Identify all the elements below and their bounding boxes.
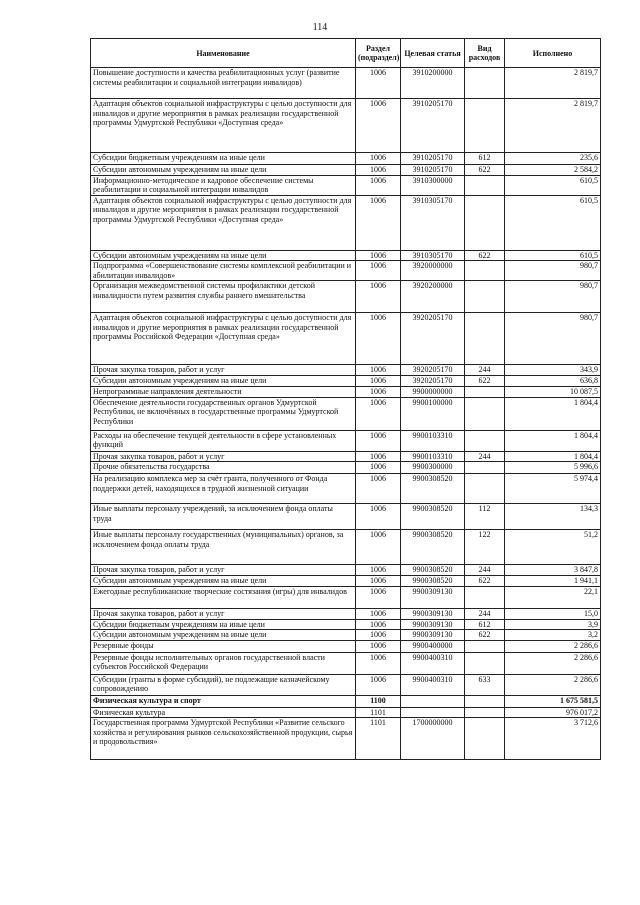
cell-section: 1006	[356, 430, 401, 451]
cell-article: 3920205170	[401, 313, 465, 365]
cell-section: 1006	[356, 474, 401, 504]
cell-section: 1006	[356, 504, 401, 530]
cell-type	[465, 281, 505, 313]
cell-article: 9900308520	[401, 565, 465, 576]
cell-type	[465, 68, 505, 99]
cell-done: 980,7	[505, 313, 601, 365]
cell-type	[465, 387, 505, 398]
cell-done: 1 675 581,5	[505, 695, 601, 707]
cell-section: 1006	[356, 575, 401, 586]
cell-section: 1006	[356, 153, 401, 165]
cell-type	[465, 430, 505, 451]
cell-done: 5 996,6	[505, 462, 601, 474]
page-number: 114	[312, 22, 328, 33]
table-row	[91, 586, 601, 608]
cell-name: Субсидии автономным учреждениям на иные цели	[91, 575, 356, 586]
cell-section: 1006	[356, 619, 401, 630]
cell-article: 3910305170	[401, 250, 465, 261]
cell-article: 9900103310	[401, 451, 465, 462]
table-row	[91, 99, 601, 153]
cell-section: 1006	[356, 195, 401, 250]
cell-name: Резервные фонды исполнительных органов государственной власти субъектов Российской Федерации	[91, 652, 356, 674]
cell-type: 622	[465, 630, 505, 641]
cell-name: Расходы на обеспечение текущей деятельности в сфере установленных функций	[91, 430, 356, 451]
table-row	[91, 397, 601, 430]
cell-section: 1006	[356, 376, 401, 387]
cell-section: 1006	[356, 165, 401, 176]
cell-article: 9900100000	[401, 397, 465, 430]
cell-name: Физическая культура и спорт	[91, 695, 356, 707]
cell-name: Субсидии автономным учреждениям на иные цели	[91, 630, 356, 641]
cell-done: 976 017,2	[505, 707, 601, 718]
cell-section: 1006	[356, 175, 401, 195]
budget-table	[90, 38, 601, 760]
cell-article: 9900309130	[401, 608, 465, 619]
cell-section: 1006	[356, 387, 401, 398]
cell-name: Субсидии автономным учреждениям на иные цели	[91, 165, 356, 176]
cell-name: Непрограммные направления деятельности	[91, 387, 356, 398]
cell-type: 122	[465, 530, 505, 565]
cell-name: Субсидии автономным учреждениям на иные цели	[91, 376, 356, 387]
cell-type	[465, 261, 505, 281]
cell-name: Повышение доступности и качества реабилитационных услуг (развитие системы реабилитации и социальной интеграции инвалидов)	[91, 68, 356, 99]
cell-article: 3910205170	[401, 99, 465, 153]
cell-name: Прочая закупка товаров, работ и услуг	[91, 565, 356, 576]
header-type: Вид расходов	[465, 39, 505, 68]
cell-name: Прочая закупка товаров, работ и услуг	[91, 451, 356, 462]
cell-type: 622	[465, 250, 505, 261]
table-row	[91, 281, 601, 313]
cell-article: 9900308520	[401, 575, 465, 586]
cell-done: 3,9	[505, 619, 601, 630]
cell-article: 9900308520	[401, 504, 465, 530]
cell-article	[401, 707, 465, 718]
table-row	[91, 430, 601, 451]
cell-done: 343,9	[505, 365, 601, 376]
header-section: Раздел (подраздел)	[356, 39, 401, 68]
table-row	[91, 365, 601, 376]
cell-section: 1006	[356, 250, 401, 261]
cell-name: Адаптация объектов социальной инфраструктуры с целью доступности для инвалидов и другие мероприятия в рамках реализации государственной программы Удмуртской Республики «Доступная среда»	[91, 99, 356, 153]
cell-section: 1006	[356, 565, 401, 576]
cell-done: 1 804,4	[505, 430, 601, 451]
cell-section: 1006	[356, 640, 401, 652]
cell-article: 9900300000	[401, 462, 465, 474]
cell-name: Адаптация объектов социальной инфраструктуры с целью доступности для инвалидов и другие мероприятия в рамках реализации государственной программы Удмуртской Республики «Доступная среда»	[91, 195, 356, 250]
cell-type	[465, 313, 505, 365]
cell-type	[465, 474, 505, 504]
cell-done: 22,1	[505, 586, 601, 608]
cell-done: 3 712,6	[505, 718, 601, 760]
cell-section: 1006	[356, 281, 401, 313]
cell-article: 9900309130	[401, 619, 465, 630]
cell-type	[465, 462, 505, 474]
cell-type: 633	[465, 674, 505, 695]
table-row	[91, 640, 601, 652]
cell-done: 610,5	[505, 195, 601, 250]
cell-section: 1101	[356, 718, 401, 760]
cell-article: 3910305170	[401, 195, 465, 250]
cell-name: Субсидии бюджетным учреждениям на иные цели	[91, 153, 356, 165]
header-name: Наименование	[91, 39, 356, 68]
cell-name: Подпрограмма «Совершенствование системы комплексной реабилитации и абилитации инвалидов»	[91, 261, 356, 281]
cell-section: 1006	[356, 586, 401, 608]
cell-article: 9900400310	[401, 674, 465, 695]
cell-type: 612	[465, 619, 505, 630]
cell-name: Иные выплаты персоналу государственных (муниципальных) органов, за исключением фонда оплаты труда	[91, 530, 356, 565]
cell-article: 9900309130	[401, 586, 465, 608]
cell-done: 5 974,4	[505, 474, 601, 504]
cell-article: 9900400310	[401, 652, 465, 674]
cell-done: 2 286,6	[505, 674, 601, 695]
cell-done: 235,6	[505, 153, 601, 165]
cell-section: 1101	[356, 707, 401, 718]
cell-name: На реализацию комплекса мер за счёт гранта, полученного от Фонда поддержки детей, находящихся в трудной жизненной ситуации	[91, 474, 356, 504]
cell-article: 3920205170	[401, 376, 465, 387]
cell-done: 2 819,7	[505, 99, 601, 153]
table-row	[91, 565, 601, 576]
cell-section: 1006	[356, 608, 401, 619]
cell-done: 2 584,2	[505, 165, 601, 176]
cell-type	[465, 99, 505, 153]
cell-article: 3910300000	[401, 175, 465, 195]
table-row	[91, 250, 601, 261]
cell-name: Прочая закупка товаров, работ и услуг	[91, 608, 356, 619]
table-row	[91, 674, 601, 695]
cell-name: Обеспечение деятельности государственных органов Удмуртской Республики, не включённых в государственные программы Удмуртской Республики	[91, 397, 356, 430]
table-row	[91, 451, 601, 462]
table-row	[91, 261, 601, 281]
cell-type	[465, 586, 505, 608]
cell-section: 1006	[356, 261, 401, 281]
table-row	[91, 619, 601, 630]
cell-section: 1100	[356, 695, 401, 707]
table-row	[91, 462, 601, 474]
table-row	[91, 175, 601, 195]
table-row	[91, 474, 601, 504]
table-row	[91, 387, 601, 398]
cell-article: 9900103310	[401, 430, 465, 451]
cell-article: 3910200000	[401, 68, 465, 99]
table-row	[91, 195, 601, 250]
cell-done: 15,0	[505, 608, 601, 619]
cell-name: Организация межведомственной системы профилактики детской инвалидности путем развития службы раннего вмешательства	[91, 281, 356, 313]
table-row	[91, 530, 601, 565]
cell-name: Информационно-методическое и кадровое обеспечение системы реабилитации и социальной интеграции инвалидов	[91, 175, 356, 195]
cell-done: 980,7	[505, 261, 601, 281]
cell-article: 1700000000	[401, 718, 465, 760]
cell-done: 1 941,1	[505, 575, 601, 586]
cell-section: 1006	[356, 530, 401, 565]
cell-type	[465, 640, 505, 652]
cell-type: 244	[465, 565, 505, 576]
cell-done: 134,3	[505, 504, 601, 530]
cell-name: Ежегодные республиканские творческие состязания (игры) для инвалидов	[91, 586, 356, 608]
cell-done: 1 804,4	[505, 451, 601, 462]
header-article: Целевая статья	[401, 39, 465, 68]
cell-type: 244	[465, 608, 505, 619]
cell-done: 610,5	[505, 175, 601, 195]
table-row	[91, 575, 601, 586]
cell-article: 3910205170	[401, 165, 465, 176]
table-row	[91, 652, 601, 674]
table-row	[91, 153, 601, 165]
cell-section: 1006	[356, 451, 401, 462]
cell-section: 1006	[356, 652, 401, 674]
table-row	[91, 718, 601, 760]
cell-done: 980,7	[505, 281, 601, 313]
cell-type: 112	[465, 504, 505, 530]
cell-name: Субсидии бюджетным учреждениям на иные цели	[91, 619, 356, 630]
cell-type	[465, 707, 505, 718]
table-row	[91, 707, 601, 718]
cell-done: 2 286,6	[505, 640, 601, 652]
cell-section: 1006	[356, 630, 401, 641]
cell-article: 9900308520	[401, 530, 465, 565]
cell-article: 9900309130	[401, 630, 465, 641]
table-row	[91, 630, 601, 641]
header-done: Исполнено	[505, 39, 601, 68]
cell-article: 3910205170	[401, 153, 465, 165]
cell-name: Государственная программа Удмуртской Республики «Развитие сельского хозяйства и регулирования рынков сельскохозяйственной продукции, сырья и продовольствия»	[91, 718, 356, 760]
cell-done: 1 804,4	[505, 397, 601, 430]
cell-done: 3,2	[505, 630, 601, 641]
table-row	[91, 695, 601, 707]
cell-name: Прочая закупка товаров, работ и услуг	[91, 365, 356, 376]
cell-section: 1006	[356, 365, 401, 376]
cell-section: 1006	[356, 674, 401, 695]
cell-type	[465, 175, 505, 195]
cell-article: 9900000000	[401, 387, 465, 398]
table-header-row	[91, 39, 601, 68]
table-row	[91, 608, 601, 619]
cell-type: 244	[465, 451, 505, 462]
cell-name: Субсидии (гранты в форме субсидий), не подлежащие казначейскому сопровождению	[91, 674, 356, 695]
cell-article	[401, 695, 465, 707]
cell-article: 3920205170	[401, 365, 465, 376]
cell-section: 1006	[356, 68, 401, 99]
cell-type	[465, 652, 505, 674]
cell-section: 1006	[356, 462, 401, 474]
cell-name: Прочие обязательства государства	[91, 462, 356, 474]
cell-type: 244	[465, 365, 505, 376]
cell-type	[465, 695, 505, 707]
cell-article: 9900308520	[401, 474, 465, 504]
cell-name: Адаптация объектов социальной инфраструктуры с целью доступности для инвалидов и другие мероприятия в рамках реализации государственной программы Российской Федерации «Доступная среда»	[91, 313, 356, 365]
cell-done: 51,2	[505, 530, 601, 565]
table-row	[91, 504, 601, 530]
cell-type: 622	[465, 376, 505, 387]
cell-article: 3920200000	[401, 281, 465, 313]
cell-type	[465, 718, 505, 760]
cell-done: 2 286,6	[505, 652, 601, 674]
cell-done: 636,8	[505, 376, 601, 387]
cell-type: 622	[465, 165, 505, 176]
cell-section: 1006	[356, 397, 401, 430]
cell-type: 622	[465, 575, 505, 586]
cell-done: 3 847,8	[505, 565, 601, 576]
cell-type: 612	[465, 153, 505, 165]
cell-type	[465, 195, 505, 250]
cell-name: Субсидии автономным учреждениям на иные цели	[91, 250, 356, 261]
cell-name: Резервные фонды	[91, 640, 356, 652]
cell-name: Иные выплаты персоналу учреждений, за исключением фонда оплаты труда	[91, 504, 356, 530]
cell-done: 2 819,7	[505, 68, 601, 99]
cell-article: 9900400000	[401, 640, 465, 652]
cell-name: Физическая культура	[91, 707, 356, 718]
table-row	[91, 68, 601, 99]
cell-article: 3920000000	[401, 261, 465, 281]
cell-done: 10 087,5	[505, 387, 601, 398]
cell-done: 610,5	[505, 250, 601, 261]
table-row	[91, 165, 601, 176]
cell-type	[465, 397, 505, 430]
table-row	[91, 376, 601, 387]
cell-section: 1006	[356, 313, 401, 365]
cell-section: 1006	[356, 99, 401, 153]
table-row	[91, 313, 601, 365]
